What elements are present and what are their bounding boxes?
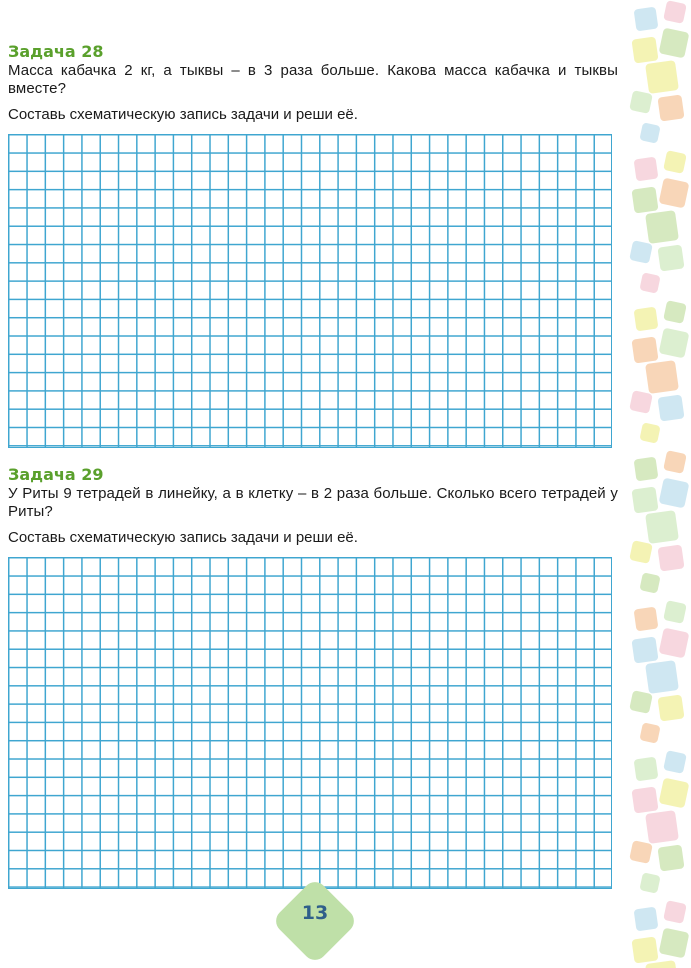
decorative-square: [663, 0, 687, 24]
task-29: [8, 465, 618, 547]
decorative-square: [657, 394, 684, 421]
decorative-square: [629, 540, 653, 564]
decorative-square: [631, 936, 658, 963]
decorative-square: [657, 844, 684, 871]
decorative-square: [663, 150, 687, 174]
decorative-square: [663, 750, 687, 774]
decorative-square: [659, 628, 690, 659]
decorative-square: [631, 186, 658, 213]
task-29-title: Задача 29: [8, 465, 104, 484]
decorative-square: [645, 60, 679, 94]
decorative-square: [639, 422, 660, 443]
decorative-square: [631, 786, 658, 813]
decorative-square: [657, 244, 684, 271]
decorative-square: [659, 178, 690, 209]
decorative-square: [634, 757, 659, 782]
decorative-square: [645, 360, 679, 394]
decorative-square: [659, 478, 690, 509]
decorative-square: [634, 457, 659, 482]
decorative-square: [645, 210, 679, 244]
decorative-square: [629, 240, 653, 264]
decorative-square: [663, 300, 687, 324]
decorative-square: [631, 336, 658, 363]
decorative-square: [639, 872, 660, 893]
task-28-title: Задача 28: [8, 42, 104, 61]
decorative-square: [634, 7, 659, 32]
decorative-square: [639, 272, 660, 293]
task-29-instruction: Составь схематическую запись задачи и реши её.: [8, 529, 358, 546]
decorative-square: [657, 694, 684, 721]
decorative-square: [663, 450, 687, 474]
decorative-square: [634, 157, 659, 182]
decorative-square: [657, 544, 684, 571]
decorative-square: [631, 486, 658, 513]
decorative-square: [631, 636, 658, 663]
decorative-square: [629, 90, 653, 114]
decorative-square: [634, 607, 659, 632]
task-28-answer-grid[interactable]: [8, 134, 612, 448]
decorative-squares-border: [625, 0, 691, 968]
decorative-square: [659, 28, 690, 59]
decorative-square: [659, 928, 690, 959]
decorative-square: [639, 122, 660, 143]
decorative-square: [634, 907, 659, 932]
decorative-square: [659, 778, 690, 809]
decorative-square: [657, 94, 684, 121]
decorative-square: [663, 900, 687, 924]
decorative-square: [659, 328, 690, 359]
decorative-square: [631, 36, 658, 63]
decorative-square: [629, 390, 653, 414]
page-number: 13: [301, 902, 329, 924]
decorative-square: [634, 307, 659, 332]
decorative-square: [639, 572, 660, 593]
task-29-text: У Риты 9 тетрадей в линейку, а в клетку – в 2 раза больше. Сколько всего тетрадей у Риты?: [8, 485, 618, 520]
task-28-text: Масса кабачка 2 кг, а тыквы – в 3 раза больше. Какова масса кабачка и тыквы вместе?: [8, 62, 618, 97]
decorative-square: [629, 690, 653, 714]
decorative-square: [629, 840, 653, 864]
decorative-square: [645, 510, 679, 544]
decorative-square: [639, 722, 660, 743]
task-28: [8, 42, 618, 124]
decorative-square: [645, 810, 679, 844]
task-29-answer-grid[interactable]: [8, 557, 612, 889]
task-28-instruction: Составь схематическую запись задачи и реши её.: [8, 106, 358, 123]
decorative-square: [645, 660, 679, 694]
decorative-square: [663, 600, 687, 624]
